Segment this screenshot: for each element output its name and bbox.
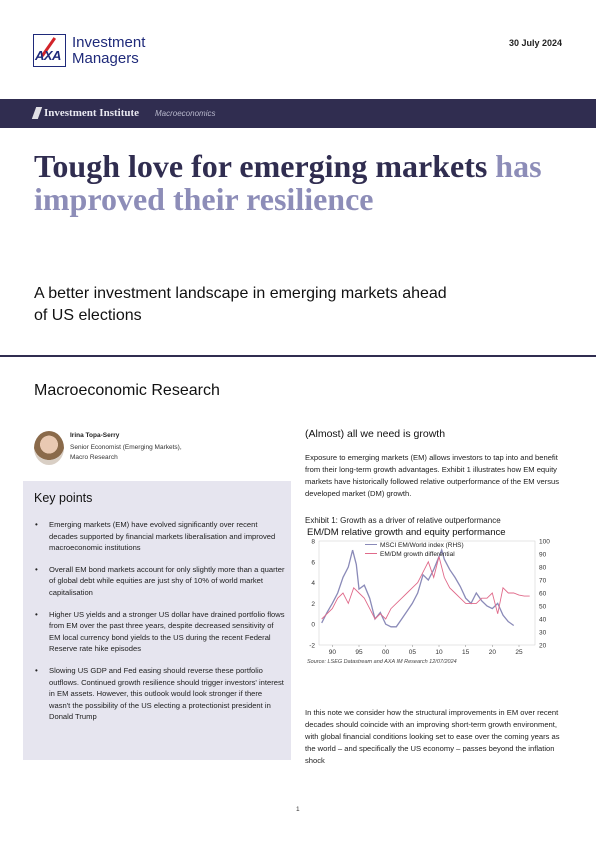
key-points-title: Key points (34, 491, 93, 505)
exhibit-caption: Exhibit 1: Growth as a driver of relative outperformance (305, 516, 501, 525)
y-right-tick-label: 40 (539, 616, 547, 624)
title-part2: has improved their resilience (34, 148, 542, 217)
series-line-msci (322, 550, 514, 627)
y-right-tick-label: 30 (539, 629, 547, 637)
x-tick-label: 15 (462, 649, 470, 656)
series-line-growth (322, 557, 530, 619)
y-right-tick-label: 80 (539, 564, 547, 572)
chart-title: EM/DM relative growth and equity performance (307, 527, 506, 538)
x-tick-label: 10 (435, 649, 443, 656)
legend-label: MSCI EM/World index (RHS) (380, 542, 464, 549)
y-left-tick-label: 0 (311, 621, 315, 629)
y-right-tick-label: 50 (539, 603, 547, 611)
author-role-line1: Senior Economist (Emerging Markets), (70, 444, 182, 451)
key-point: • Slowing US GDP and Fed easing should reverse these portfolio outflows. Continued growth resilience should trigger investors' interest in EM assets. However, this outlook would look stronger if there wasn't the possibility of the US electing a protectionist president in Donald Trump (35, 665, 285, 723)
paragraph-note: In this note we consider how the structural improvements in EM over recent decades should coincide with an improving short-term growth environment, with global financial conditions looking set to ease over the coming years as the world – and specifically the US economy – passes beyond the inflation shock (305, 708, 560, 765)
y-right-tick-label: 60 (539, 590, 547, 598)
avatar (34, 431, 64, 465)
key-points-list (35, 519, 285, 733)
chart-source: Source: LSEG Datastream and AXA IM Research 12/07/2024 (307, 659, 457, 665)
title-part1: Tough love for emerging markets (34, 148, 488, 184)
x-tick-label: 05 (408, 649, 416, 656)
logo-line1: Investment (72, 34, 146, 51)
section-title: Macroeconomic Research (34, 382, 220, 399)
logo-line2: Managers (72, 50, 139, 67)
paragraph-intro: Exposure to emerging markets (EM) allows investors to tap into and benefit from their long-term growth advantages. Exhibit 1 illustrates how EM equity markets have historically followed relative outperformance of the EM versus developed market (DM) growth. (305, 453, 560, 498)
y-left-tick-label: 2 (311, 600, 315, 608)
author-role-line2: Macro Research (70, 454, 118, 461)
key-point: • Higher US yields and a stronger US dollar have drained portfolio flows from EM over the past three years, despite decreased sensitivity of EM local currency bond yields to the US during the recent Federal Reserve rate hike episodes (35, 609, 285, 655)
y-right-tick-label: 90 (539, 551, 547, 559)
exhibit-chart (305, 527, 567, 670)
institute-name: Investment Institute (44, 107, 140, 119)
y-left-tick-label: 4 (311, 580, 315, 588)
x-tick-label: 95 (355, 649, 363, 656)
axa-im-logo (33, 34, 163, 70)
author-role (70, 443, 182, 463)
logo-text (72, 35, 145, 67)
y-right-tick-label: 70 (539, 577, 547, 585)
page-subtitle: A better investment landscape in emerging markets ahead of US elections (34, 285, 447, 324)
key-points-box (23, 481, 291, 760)
institute-band (0, 99, 596, 128)
y-left-tick-label: -2 (309, 642, 315, 650)
x-tick-label: 25 (515, 649, 523, 656)
page-title (34, 150, 554, 216)
axa-logo-letters: AXA (35, 48, 61, 63)
key-point: • Overall EM bond markets account for only slightly more than a quarter of global debt while equities are just shy of 10% of world market capitalisation (35, 564, 285, 599)
section-heading: (Almost) all we need is growth (305, 428, 446, 440)
key-point: • Emerging markets (EM) have evolved significantly over recent decades supported by financial markets liberalisation and improved macroeconomic institutions (35, 519, 285, 554)
page-number: 1 (296, 806, 300, 813)
category-label: Macroeconomics (155, 109, 216, 118)
legend-label: EM/DM growth differential (380, 551, 455, 558)
publication-date: 30 July 2024 (508, 38, 562, 48)
author-block (34, 430, 294, 470)
divider (0, 355, 596, 357)
y-left-tick-label: 8 (311, 538, 315, 546)
author-name: Irina Topa-Serry (70, 432, 120, 439)
x-tick-label: 00 (382, 649, 390, 656)
y-right-tick-label: 100 (539, 538, 550, 546)
x-tick-label: 20 (488, 649, 496, 656)
x-tick-label: 90 (328, 649, 336, 656)
y-left-tick-label: 6 (311, 559, 315, 567)
y-right-tick-label: 20 (539, 642, 547, 650)
